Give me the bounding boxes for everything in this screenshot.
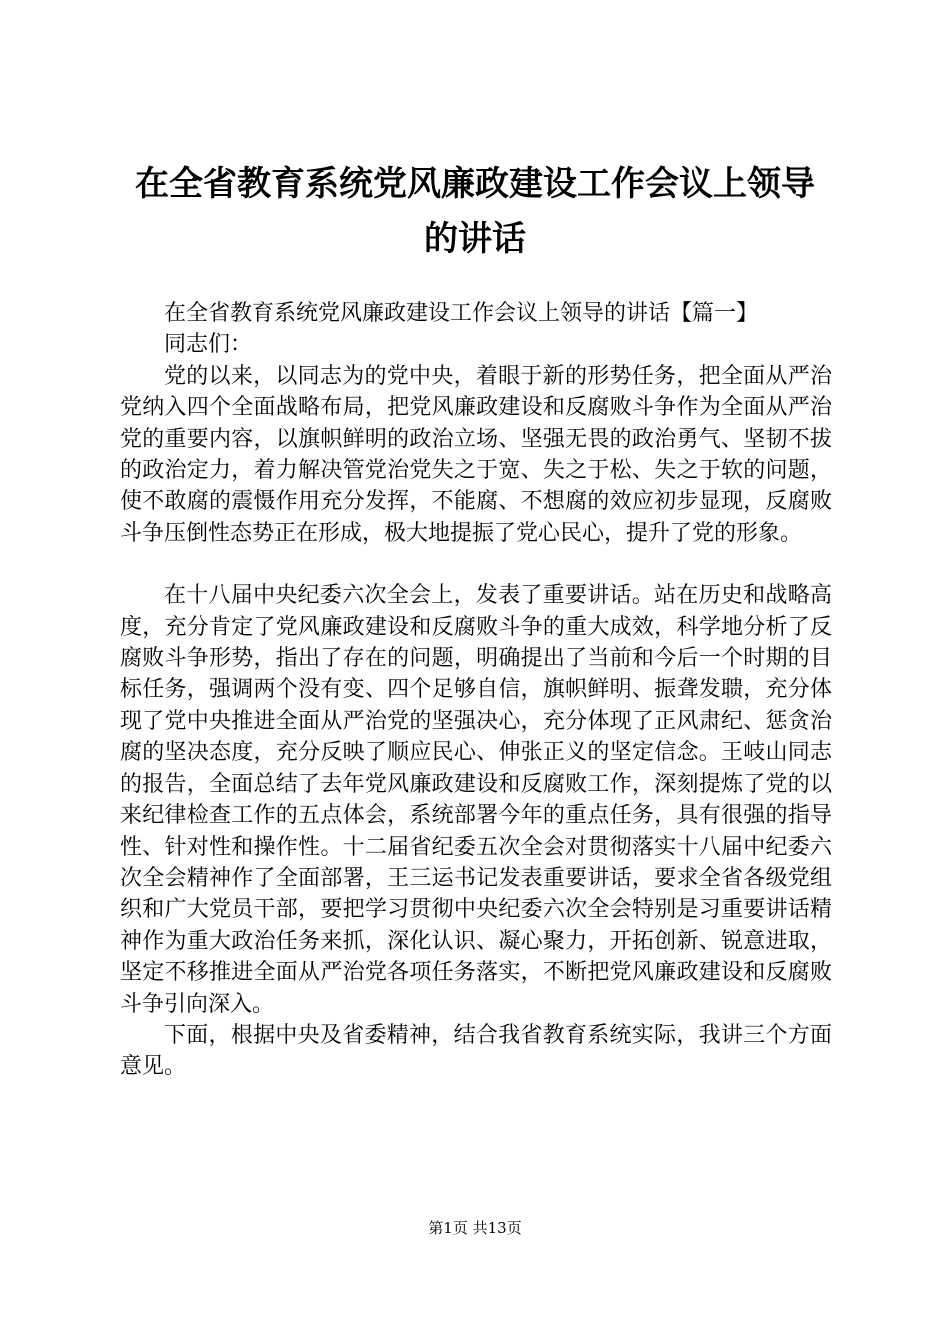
body-paragraph: 党的以来，以同志为的党中央，着眼于新的形势任务，把全面从严治党纳入四个全面战略布局，把党风廉政建设和反腐败斗争作为全面从严治党的重要内容，以旗帜鲜明的政治立场、坚强无畏的政治勇气、坚韧不拔的政治定力，着力解决管党治党失之于宽、失之于松、失之于软的问题，使不敢腐的震慑作用充分发挥，不能腐、不想腐的效应初步显现，反腐败斗争压倒性态势正在形成，极大地提振了党心民心，提升了党的形象。	[120, 363, 832, 546]
page-number-footer: 第1页 共13页	[428, 1219, 522, 1237]
document-title-line-1: 在全省教育系统党风廉政建设工作会议上领导	[135, 164, 815, 204]
document-body	[120, 298, 832, 1083]
document-title-line-2: 的讲话	[424, 219, 526, 259]
section-heading-paragraph: 在全省教育系统党风廉政建设工作会议上领导的讲话【篇一】	[164, 301, 759, 326]
body-paragraph: 下面，根据中央及省委精神，结合我省教育系统实际，我讲三个方面意见。	[120, 1022, 832, 1080]
salutation-paragraph: 同志们：	[164, 332, 253, 358]
body-paragraph: 在十八届中央纪委六次全会上，发表了重要讲话。站在历史和战略高度，充分肯定了党风廉政建设和反腐败斗争的重大成效，科学地分析了反腐败斗争形势，指出了存在的问题，明确提出了当前和今后一个时期的目标任务，强调两个没有变、四个足够自信，旗帜鲜明、振聋发聩，充分体现了党中央推进全面从严治党的坚强决心，充分体现了正风肃纪、惩贪治腐的坚决态度，充分反映了顺应民心、伸张正义的坚定信念。王岐山同志的报告，全面总结了去年党风廉政建设和反腐败工作，深刻提炼了党的以来纪律检查工作的五点体会，系统部署今年的重点任务，具有很强的指导性、针对性和操作性。十二届省纪委五次全会对贯彻落实十八届中纪委六次全会精神作了全面部署，王三运书记发表重要讲话，要求全省各级党组织和广大党员干部，要把学习贯彻中央纪委六次全会特别是习重要讲话精神作为重大政治任务来抓，深化认识、凝心聚力，开拓创新、锐意进取，坚定不移推进全面从严治党各项任务落实，不断把党风廉政建设和反腐败斗争引向深入。	[120, 583, 832, 1017]
